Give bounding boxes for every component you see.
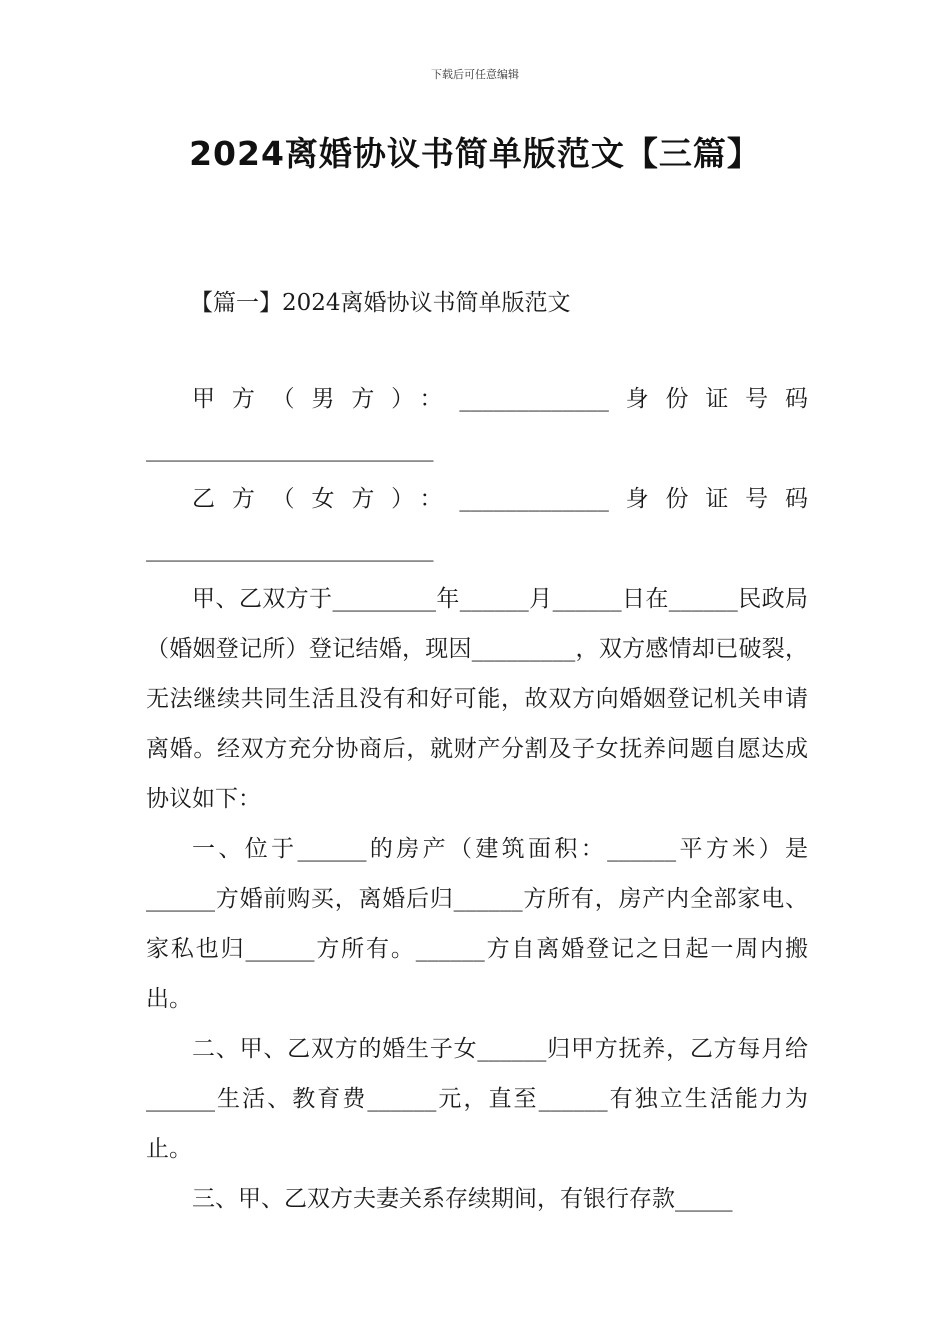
clause-3: 三、甲、乙双方夫妻关系存续期间，有银行存款_____ (192, 1186, 733, 1212)
document-body (146, 374, 808, 1224)
clause-2: 二、甲、乙双方的婚生子女______归甲方抚养，乙方每月给______生活、教育费______元，直至______有独立生活能力为止。 (146, 1036, 808, 1162)
intro-paragraph: 甲、乙双方于_________年______月______日在______民政局（婚姻登记所）登记结婚，现因_________，双方感情却已破裂，无法继续共同生活且没有和好可能，故双方向婚姻登记机关申请离婚。经双方充分协商后，就财产分割及子女抚养问题自愿达成协议如下： (146, 586, 808, 812)
party-a-line: 甲方（男方）：_____________身份证号码_________________________ (146, 386, 808, 462)
party-b-line: 乙方（女方）：_____________身份证号码_________________________ (146, 486, 808, 562)
section-heading: 【篇一】2024离婚协议书简单版范文 (190, 290, 571, 316)
clause-1: 一、位于______的房产（建筑面积：______平方米）是______方婚前购买，离婚后归______方所有，房产内全部家电、家私也归______方所有。______方自离婚登记之日起一周内搬出。 (146, 836, 808, 1012)
document-title: 2024离婚协议书简单版范文【三篇】 (189, 134, 761, 173)
header-note: 下载后可任意编辑 (431, 68, 519, 81)
